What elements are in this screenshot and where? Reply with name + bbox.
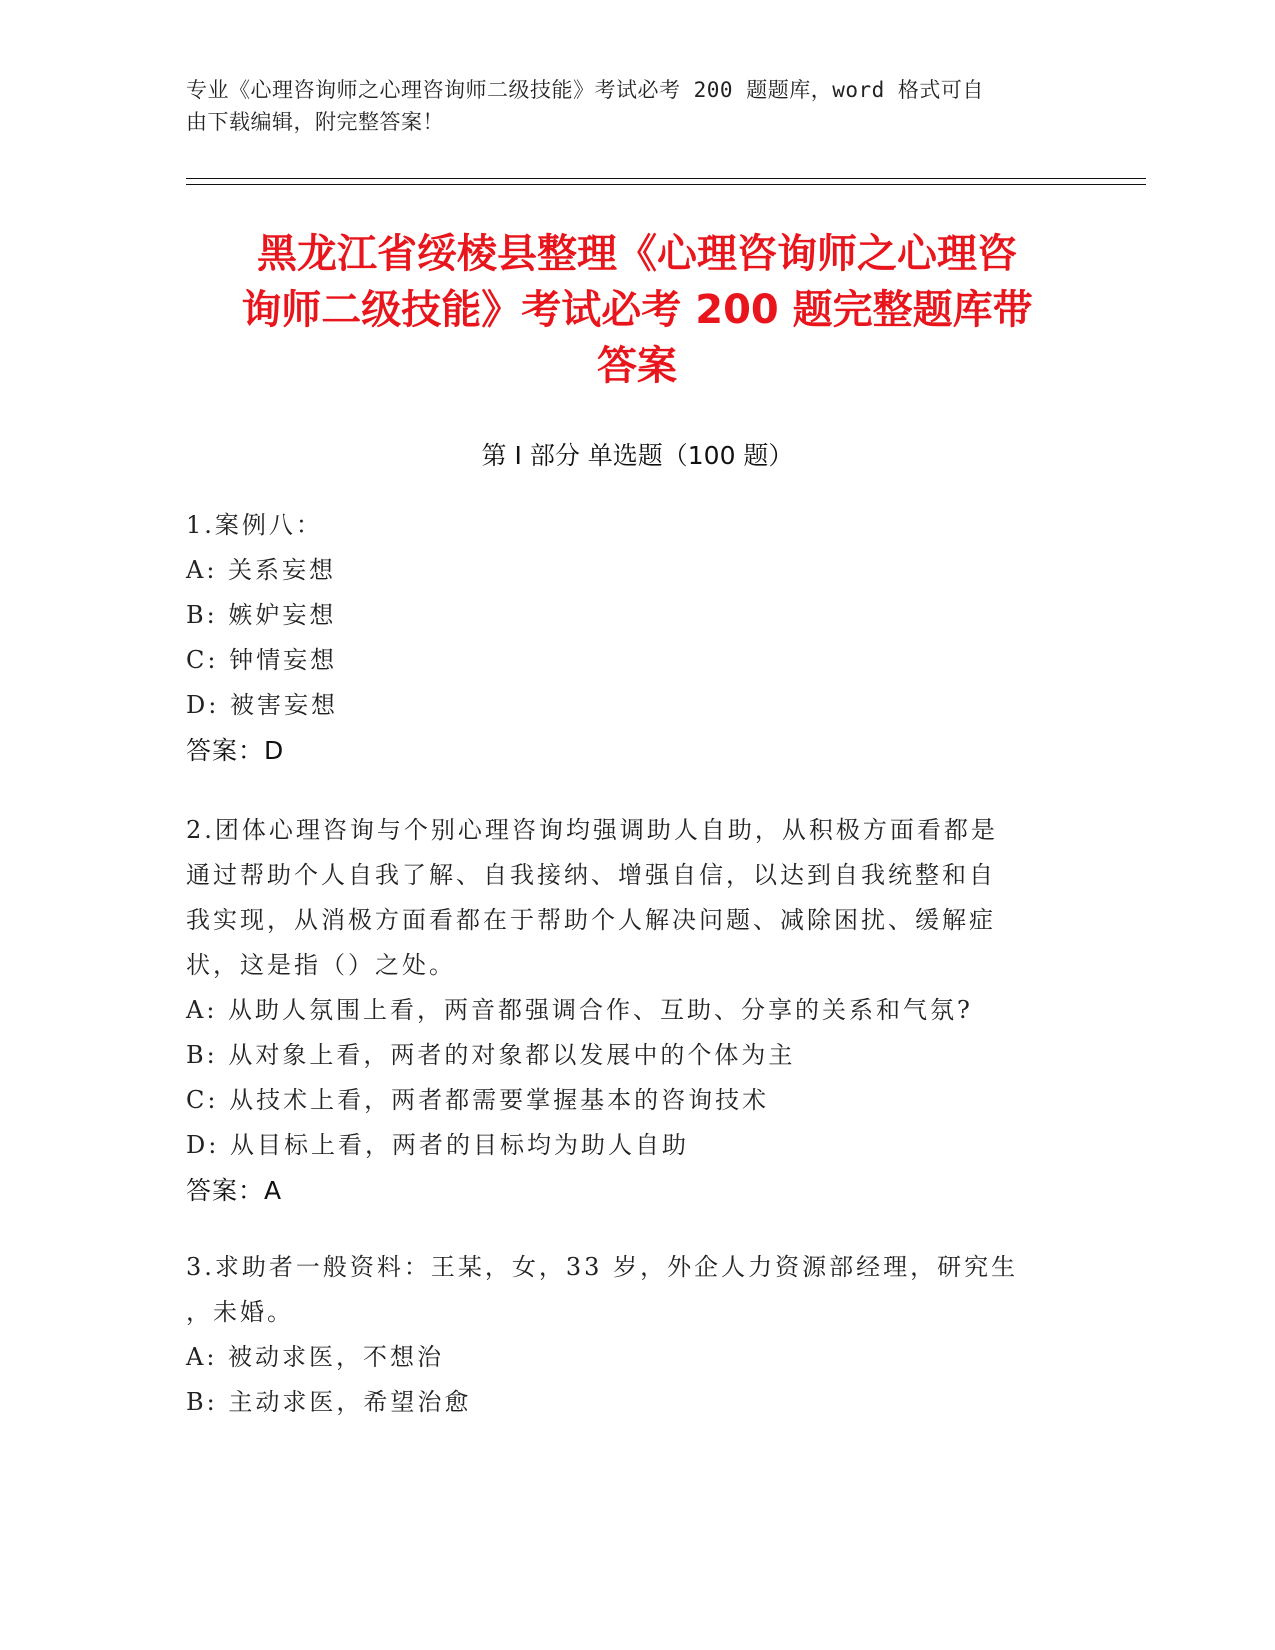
question-3 bbox=[186, 1245, 1066, 1425]
question-stem-line: 通过帮助个人自我了解、自我接纳、增强自信，以达到自我统整和自 bbox=[186, 861, 996, 889]
option-b: B: 嫉妒妄想 bbox=[186, 601, 337, 629]
option-b: B: 从对象上看，两者的对象都以发展中的个体为主 bbox=[186, 1041, 796, 1069]
option-c: C: 钟情妄想 bbox=[186, 646, 338, 674]
option-d: D: 被害妄想 bbox=[186, 691, 338, 719]
option-d: D: 从目标上看，两者的目标均为助人自助 bbox=[186, 1131, 689, 1159]
document-title bbox=[186, 226, 1088, 394]
option-b: B: 主动求医，希望治愈 bbox=[186, 1388, 472, 1416]
title-line: 询师二级技能》考试必考 200 题完整题库带 bbox=[241, 287, 1033, 333]
option-a: A: 关系妄想 bbox=[186, 556, 337, 584]
option-c: C: 从技术上看，两者都需要掌握基本的咨询技术 bbox=[186, 1086, 770, 1114]
question-stem-line: 状，这是指（）之处。 bbox=[186, 951, 456, 979]
question-2 bbox=[186, 808, 1066, 1213]
header-note bbox=[186, 74, 1066, 138]
header-note-line: 由下载编辑，附完整答案！ bbox=[186, 110, 444, 134]
title-line: 答案 bbox=[597, 343, 677, 389]
header-divider bbox=[186, 178, 1146, 179]
title-line: 黑龙江省绥棱县整理《心理咨询师之心理咨 bbox=[257, 231, 1017, 277]
header-divider bbox=[186, 184, 1146, 185]
section-heading: 第 I 部分 单选题（100 题） bbox=[481, 441, 794, 470]
question-1 bbox=[186, 503, 1066, 773]
header-note-line: 专业《心理咨询师之心理咨询师二级技能》考试必考 200 题题库，word 格式可自 bbox=[186, 78, 984, 102]
question-stem-line: ，未婚。 bbox=[186, 1298, 294, 1326]
option-a: A: 被动求医，不想治 bbox=[186, 1343, 445, 1371]
question-stem-line: 我实现，从消极方面看都在于帮助个人解决问题、减除困扰、缓解症 bbox=[186, 906, 996, 934]
question-stem: 1.案例八： bbox=[186, 511, 323, 539]
option-a: A: 从助人氛围上看，两音都强调合作、互助、分享的关系和气氛? bbox=[186, 996, 973, 1024]
question-stem-line: 3.求助者一般资料：王某，女，33 岁，外企人力资源部经理，研究生 bbox=[186, 1253, 1019, 1281]
question-stem-line: 2.团体心理咨询与个别心理咨询均强调助人自助，从积极方面看都是 bbox=[186, 816, 998, 844]
answer-line: 答案：A bbox=[186, 1176, 283, 1205]
answer-line: 答案：D bbox=[186, 736, 285, 765]
